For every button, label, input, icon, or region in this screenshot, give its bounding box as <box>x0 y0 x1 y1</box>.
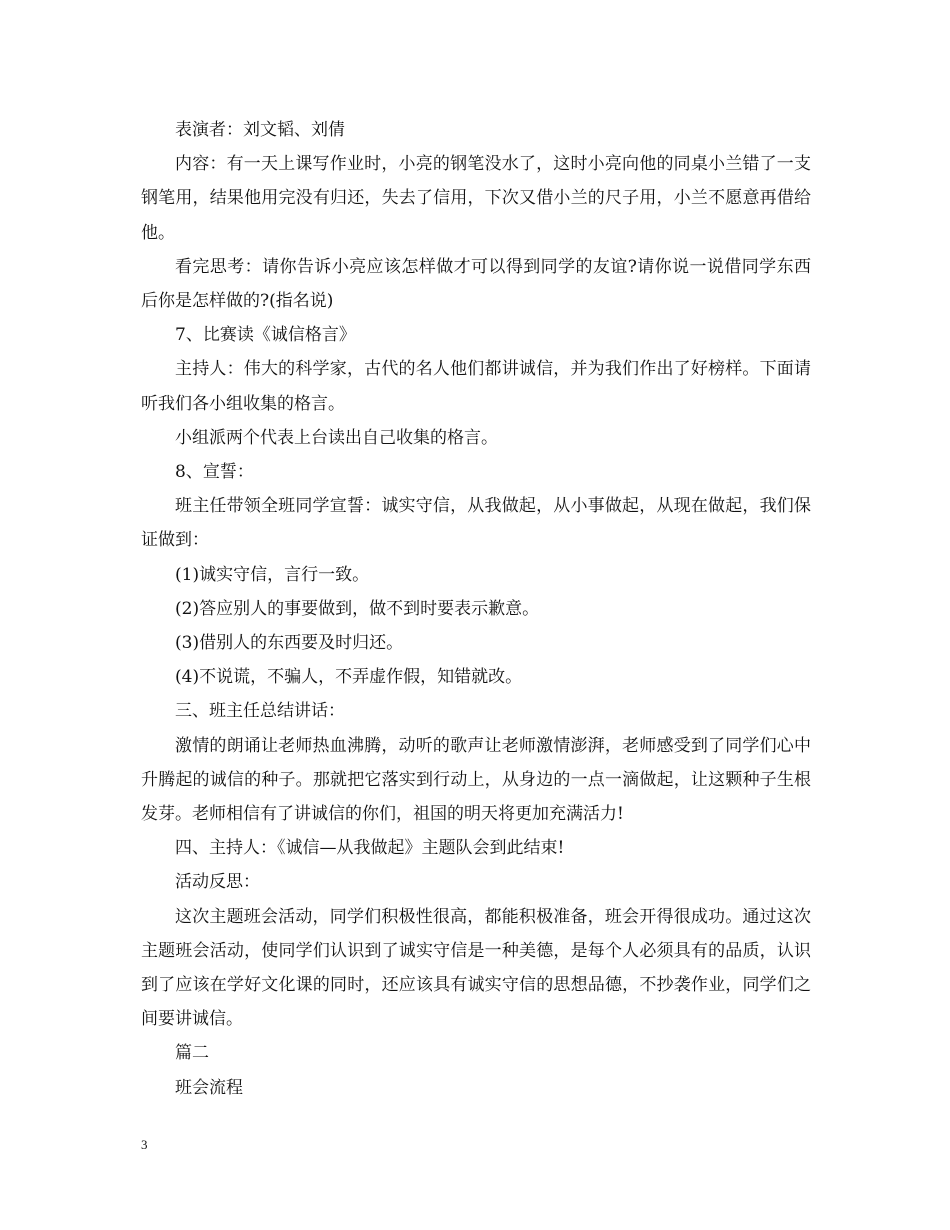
paragraph-reflection: 这次主题班会活动，同学们积极性很高，都能积极准备，班会开得很成功。通过这次主题班会活动，使同学们认识到了诚实守信是一种美德，是每个人必须具有的品质，认识到了应该在学好文化课的同时，还应该具有诚实守信的思想品德，不抄袭作业，同学们之间要讲诚信。 <box>141 906 811 1030</box>
section-heading-closing: 四、主持人：《诚信—从我做起》主题队会到此结束! <box>175 838 565 859</box>
page-number: 3 <box>141 1137 148 1152</box>
section-heading-part-two: 篇二 <box>175 1043 209 1064</box>
page-body <box>141 113 811 1105</box>
section-heading-class-flow: 班会流程 <box>175 1077 243 1098</box>
paragraph-teacher-summary: 激情的朗诵让老师热血沸腾，动听的歌声让老师激情澎湃，老师感受到了同学们心中升腾起的诚信的种子。那就把它落实到行动上，从身边的一点一滴做起，让这颗种子生根发芽。老师相信有了讲诚信的你们，祖国的明天将更加充满活力! <box>141 735 811 825</box>
oath-item-3: (3)借别人的东西要及时归还。 <box>175 633 404 654</box>
section-heading-motto-reading: 7、比赛读《诚信格言》 <box>175 325 356 346</box>
paragraph-host-speech: 主持人：伟大的科学家，古代的名人他们都讲诚信，并为我们作出了好榜样。下面请听我们各小组收集的格言。 <box>141 359 811 414</box>
paragraph-oath-intro: 班主任带领全班同学宣誓：诚实守信，从我做起，从小事做起，从现在做起，我们保证做到： <box>141 496 811 551</box>
oath-item-4: (4)不说谎，不骗人，不弄虚作假，知错就改。 <box>175 667 523 688</box>
oath-item-1: (1)诚实守信，言行一致。 <box>175 564 370 585</box>
paragraph-performers: 表演者：刘文韬、刘倩 <box>175 120 345 140</box>
paragraph-group-reading: 小组派两个代表上台读出自己收集的格言。 <box>175 427 498 448</box>
oath-item-2: (2)答应别人的事要做到，做不到时要表示歉意。 <box>175 598 540 619</box>
paragraph-reflection-question: 看完思考：请你告诉小亮应该怎样做才可以得到同学的友谊?请你说一说借同学东西后你是怎样做的?(指名说) <box>141 256 811 312</box>
section-heading-teacher-summary: 三、班主任总结讲话： <box>175 701 345 722</box>
section-heading-reflection: 活动反思： <box>175 872 260 893</box>
section-heading-oath: 8、宣誓： <box>175 462 254 483</box>
paragraph-content: 内容：有一天上课写作业时，小亮的钢笔没水了，这时小亮向他的同桌小兰错了一支钢笔用，结果他用完没有归还，失去了信用，下次又借小兰的尺子用，小兰不愿意再借给他。 <box>141 154 811 243</box>
